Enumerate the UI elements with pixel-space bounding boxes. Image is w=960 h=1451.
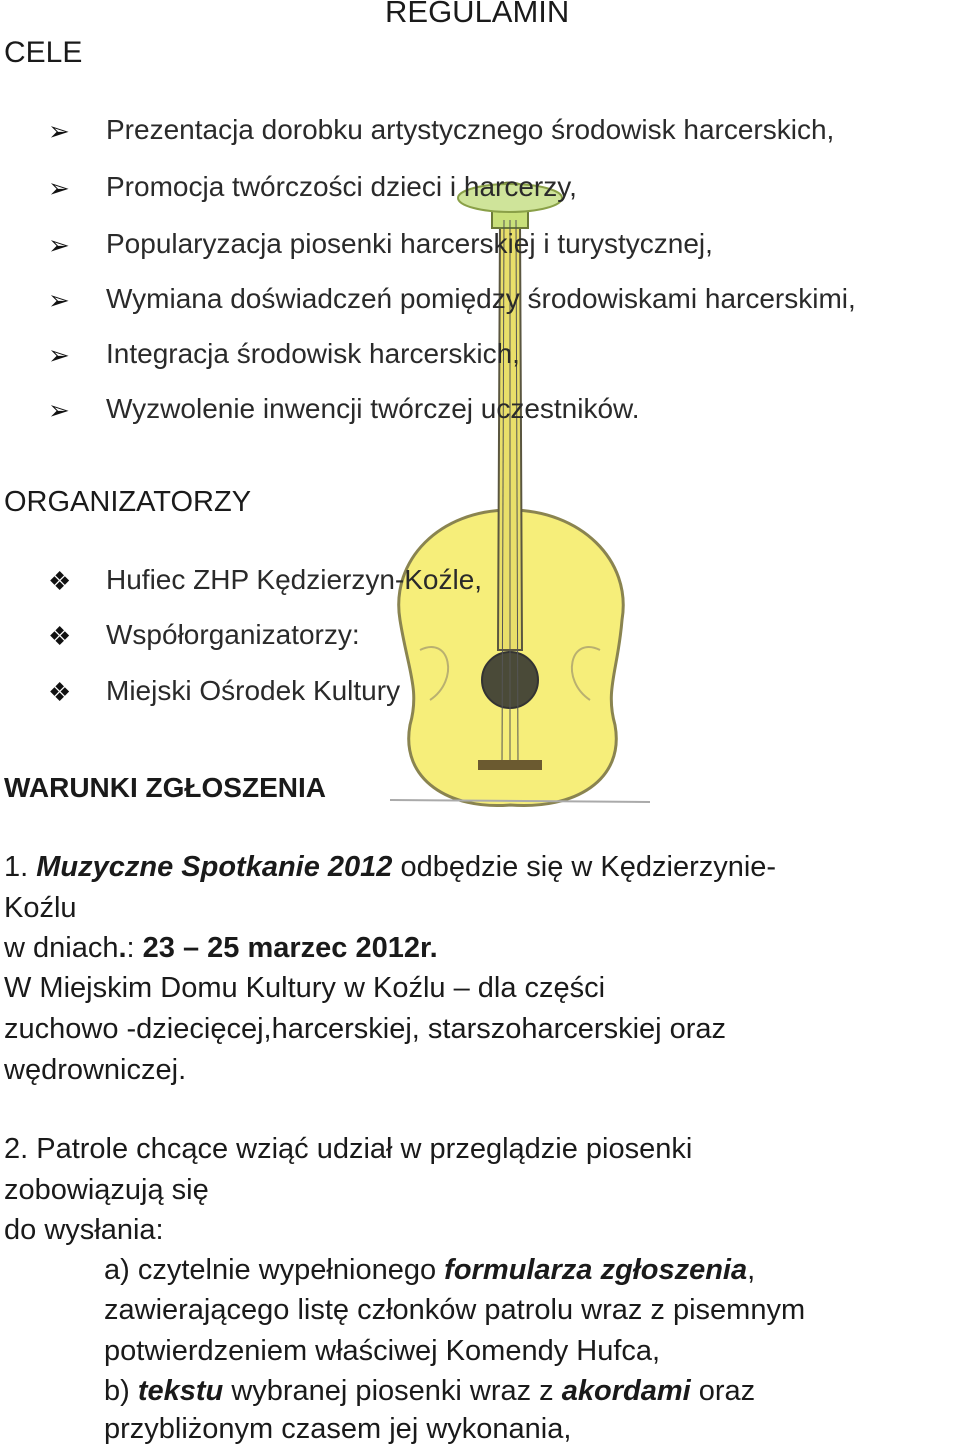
warunki-p1-line-4: W Miejskim Domu Kultury w Koźlu – dla części — [4, 972, 606, 1004]
warunki-p1-line-2: Koźlu — [4, 892, 77, 924]
four-diamond-bullet-icon: ❖ — [48, 566, 72, 596]
section-heading-warunki: WARUNKI ZGŁOSZENIA — [4, 772, 326, 803]
organizatorzy-item-text: Hufiec ZHP Kędzierzyn-Koźle, — [106, 564, 483, 595]
four-diamond-bullet-icon: ❖ — [48, 677, 72, 707]
item-b-mid: wybranej piosenki wraz z — [223, 1375, 562, 1407]
arrowhead-bullet-icon: ➢ — [48, 285, 70, 315]
item-b-suffix: oraz — [690, 1375, 756, 1407]
warunki-p2-line-3: do wysłania: — [4, 1214, 164, 1246]
p1-number: 1. — [4, 851, 29, 883]
arrowhead-bullet-icon: ➢ — [48, 173, 70, 203]
event-dates: 23 – 25 marzec 2012r. — [142, 932, 438, 964]
lyrics-word: tekstu — [137, 1375, 224, 1407]
cele-item-text: Wyzwolenie inwencji twórczej uczestników. — [106, 393, 640, 424]
item-a-prefix: a) czytelnie wypełnionego — [104, 1254, 445, 1286]
guitar-illustration — [360, 180, 660, 820]
p1-text: odbędzie się w Kędzierzynie- — [400, 851, 777, 883]
form-name: formularza zgłoszenia — [444, 1254, 748, 1286]
dates-colon: : — [126, 932, 135, 964]
cele-item-text: Integracja środowisk harcerskich, — [106, 338, 520, 369]
warunki-p2-item-a — [104, 1254, 755, 1287]
item-a-suffix: , — [747, 1254, 756, 1286]
organizatorzy-item-text: Miejski Ośrodek Kultury — [106, 675, 401, 706]
cele-item-text: Prezentacja dorobku artystycznego środowisk harcerskich, — [106, 114, 835, 145]
item-b-prefix: b) — [104, 1375, 138, 1407]
warunki-p2-item-a-line-2: zawierającego listę członków patrolu wraz z pisemnym — [104, 1294, 806, 1326]
arrowhead-bullet-icon: ➢ — [48, 395, 70, 425]
warunki-p1-line-5: zuchowo -dziecięcej,harcerskiej, starszoharcerskiej oraz — [4, 1013, 727, 1045]
organizatorzy-item-text: Współorganizatorzy: — [106, 619, 360, 650]
warunki-p1-line-1 — [4, 851, 776, 884]
section-heading-cele: CELE — [4, 36, 83, 69]
four-diamond-bullet-icon: ❖ — [48, 621, 72, 651]
document-title: REGULAMIN — [385, 0, 570, 29]
warunki-p2-line-1: 2. Patrole chcące wziąć udział w przeglądzie piosenki — [4, 1133, 693, 1165]
cele-item-text: Popularyzacja piosenki harcerskiej i turystycznej, — [106, 228, 713, 259]
warunki-p1-line-6: wędrowniczej. — [4, 1054, 187, 1086]
cele-item-text: Promocja twórczości dzieci i harcerzy, — [106, 171, 577, 202]
warunki-p2-item-b-line-2: przybliżonym czasem jej wykonania, — [104, 1413, 572, 1445]
arrowhead-bullet-icon: ➢ — [48, 116, 70, 146]
dates-dot: . — [118, 932, 127, 964]
dates-prefix: w dniach — [4, 932, 119, 964]
chords-word: akordami — [561, 1375, 691, 1407]
warunki-p2-item-a-line-3: potwierdzeniem właściwej Komendy Hufca, — [104, 1335, 661, 1367]
warunki-p2-line-2: zobowiązują się — [4, 1174, 209, 1206]
event-name: Muzyczne Spotkanie 2012 — [36, 851, 393, 883]
section-heading-organizatorzy: ORGANIZATORZY — [4, 486, 252, 518]
arrowhead-bullet-icon: ➢ — [48, 340, 70, 370]
arrowhead-bullet-icon: ➢ — [48, 230, 70, 260]
warunki-p2-item-b — [104, 1375, 755, 1408]
cele-item-text: Wymiana doświadczeń pomiędzy środowiskami harcerskimi, — [106, 283, 856, 314]
warunki-p1-dates-line — [4, 932, 438, 965]
